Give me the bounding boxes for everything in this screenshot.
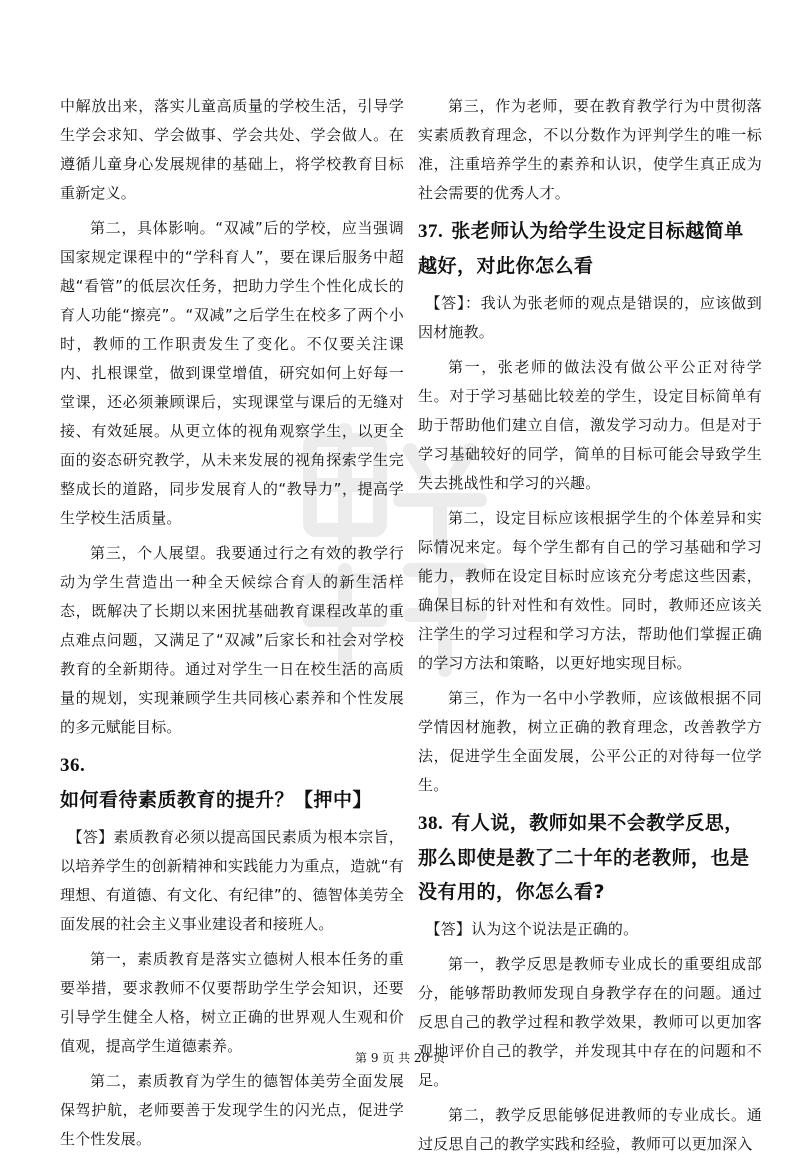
paragraph: 第三，作为一名中小学教师，应该做根据不同学情因材施教，树立正确的教育理念，改善教学方法，促进学生全面发展，公平公正的对待每一位学生。 <box>418 689 762 794</box>
paragraph: 第一，素质教育是落实立德树人根本任务的重要举措，要求教师不仅要帮助学生学会知识，还要引导学生健全人格，树立正确的世界观人生观和价值观，提高学生道德素养。 <box>60 950 404 1055</box>
paragraph: 第二，素质教育为学生的德智体美劳全面发展保驾护航，老师要善于发现学生的闪光点，促进学生个性发展。 <box>60 1072 404 1148</box>
question-number: 37. <box>418 221 444 242</box>
question-heading-37 <box>418 214 762 283</box>
question-title: 如何看待素质教育的提升？【押中】 <box>60 789 373 811</box>
question-number: 38. <box>418 813 444 834</box>
question-title: 张老师认为给学生设定目标越简单越好，对此你怎么看 <box>418 220 744 277</box>
right-column <box>418 92 762 1165</box>
question-heading-38 <box>418 806 762 909</box>
left-column <box>60 92 404 1160</box>
paragraph: 第二，教学反思能够促进教师的专业成长。通过反思自己的教学实践和经验，教师可以更加深入 <box>418 1106 762 1153</box>
question-heading-36 <box>60 748 404 817</box>
answer-paragraph: 【答】：我认为张老师的观点是错误的，应该做到因材施教。 <box>418 294 762 341</box>
paragraph: 第三，个人展望。我要通过行之有效的教学行动为学生营造出一种全天候综合育人的新生活样态，既解决了长期以来困扰基础教育课程改革的重点难点问题，又满足了“双减”后家长和社会对学校教育的全新期待。通过对学生一日在校生活的高质量的规划，实现兼顾学生共同核心素养和个性发展的多元赋能目标。 <box>60 544 404 736</box>
page-number-footer: 第 9 页 共 20 页 <box>355 1051 445 1065</box>
paragraph: 第二，设定目标应该根据学生的个体差异和实际情况来定。每个学生都有自己的学习基础和学习能力，教师在设定目标时应该充分考虑这些因素，确保目标的针对性和有效性。同时，教师还应该关注学生的学习过程和学习方法，帮助他们掌握正确的学习方法和策略，以更好地实现目标。 <box>418 509 762 672</box>
paragraph: 第一，教学反思是教师专业成长的重要组成部分，能够帮助教师发现自身教学存在的问题。通过反思自己的教学过程和教学效果，教师可以更加客观地评价自己的教学，并发现其中存在的问题和不足。 <box>418 955 762 1089</box>
question-number: 36. <box>60 755 86 776</box>
paragraph: 第二，具体影响。“双减”后的学校，应当强调国家规定课程中的“学科育人”，要在课后服务中超越“看管”的低层次任务，把助力学生个性化成长的育人功能“擦亮”。“双减”之后学生在校多了两个小时，教师的工作职责发生了变化。不仅要关注课内、扎根课堂，做到课堂增值，研究如何上好每一堂课，还必须兼顾课后，实现课堂与课后的无缝对接、有效延展。从更立体的视角观察学生，以更全面的姿态研究教学，从未来发展的视角探索学生完整成长的道路，同步发展育人的“教导力”，提高学生学校生活质量。 <box>60 219 404 527</box>
paragraph: 中解放出来，落实儿童高质量的学校生活，引导学生学会求知、学会做事、学会共处、学会做人。在遵循儿童身心发展规律的基础上，将学校教育目标重新定义。 <box>60 97 404 202</box>
answer-paragraph: 【答】素质教育必须以提高国民素质为根本宗旨，以培养学生的创新精神和实践能力为重点，造就“有理想、有道德、有文化、有纪律”的、德智体美劳全面发展的社会主义事业建设者和接班人。 <box>60 828 404 933</box>
paragraph: 第三，作为老师，要在教育教学行为中贯彻落实素质教育理念，不以分数作为评判学生的唯一标准，注重培养学生的素养和认识，使学生真正成为社会需要的优秀人才。 <box>418 97 762 202</box>
paragraph: 第一，张老师的做法没有做公平公正对待学生。对于学习基础比较差的学生，设定目标简单有助于帮助他们建立自信，激发学习动力。但是对于学习基础较好的同学，简单的目标可能会导致学生失去挑战性和学习的兴趣。 <box>418 358 762 492</box>
question-title: 有人说，教师如果不会教学反思，那么即使是教了二十年的老教师，也是没有用的，你怎么看? <box>418 812 750 903</box>
answer-paragraph: 【答】认为这个说法是正确的。 <box>425 920 639 938</box>
